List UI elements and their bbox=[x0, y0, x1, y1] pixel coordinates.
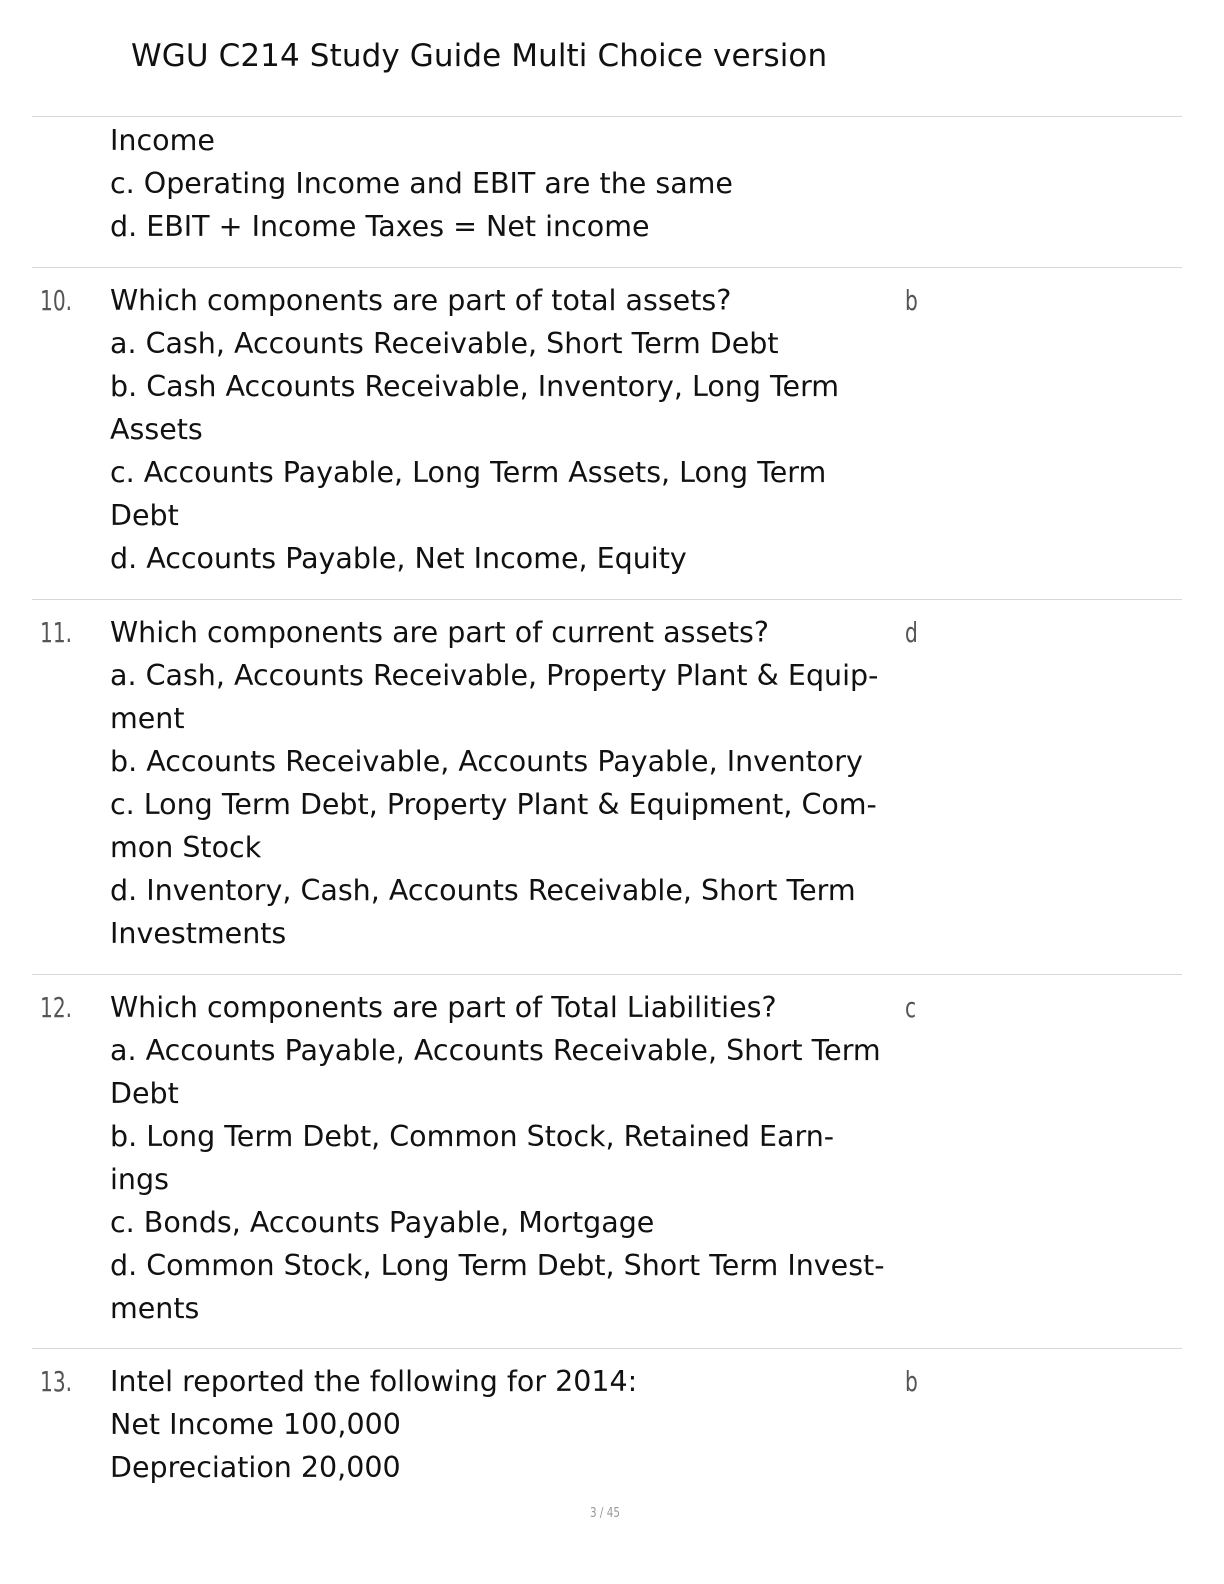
divider bbox=[32, 267, 1182, 268]
option-line: Assets bbox=[110, 413, 203, 446]
option-line: Income bbox=[110, 124, 215, 157]
option-line: c. Accounts Payable, Long Term Assets, Long Term bbox=[110, 456, 827, 489]
answer-key: b bbox=[905, 284, 918, 317]
option-line: d. Accounts Payable, Net Income, Equity bbox=[110, 542, 687, 575]
option-line: ments bbox=[110, 1292, 200, 1325]
divider bbox=[32, 974, 1182, 975]
option-line: ment bbox=[110, 702, 185, 735]
option-line: c. Operating Income and EBIT are the same bbox=[110, 167, 733, 200]
question-prompt: Which components are part of current assets? bbox=[110, 616, 769, 649]
option-line: a. Cash, Accounts Receivable, Short Term Debt bbox=[110, 327, 779, 360]
question-text bbox=[110, 611, 910, 955]
option-line: a. Cash, Accounts Receivable, Property Plant & Equip- bbox=[110, 659, 879, 692]
option-line: mon Stock bbox=[110, 831, 262, 864]
divider bbox=[32, 116, 1182, 117]
divider bbox=[32, 1348, 1182, 1349]
question-prompt: Which components are part of total assets? bbox=[110, 284, 732, 317]
question-number: 11. bbox=[40, 616, 73, 649]
divider bbox=[32, 599, 1182, 600]
option-line: Net Income 100,000 bbox=[110, 1408, 401, 1441]
answer-key: d bbox=[905, 616, 918, 649]
option-line: d. Inventory, Cash, Accounts Receivable, Short Term bbox=[110, 874, 856, 907]
option-line: ings bbox=[110, 1163, 169, 1196]
option-line: d. Common Stock, Long Term Debt, Short Term Invest- bbox=[110, 1249, 885, 1282]
option-line: d. EBIT + Income Taxes = Net income bbox=[110, 210, 650, 243]
option-line: b. Long Term Debt, Common Stock, Retained Earn- bbox=[110, 1120, 835, 1153]
option-line: Debt bbox=[110, 499, 179, 532]
option-line: b. Cash Accounts Receivable, Inventory, Long Term bbox=[110, 370, 840, 403]
question-prompt: Intel reported the following for 2014: bbox=[110, 1365, 638, 1398]
option-line: b. Accounts Receivable, Accounts Payable, Inventory bbox=[110, 745, 863, 778]
question-text bbox=[110, 1360, 910, 1489]
option-line: a. Accounts Payable, Accounts Receivable, Short Term bbox=[110, 1034, 881, 1067]
option-line: Investments bbox=[110, 917, 287, 950]
question-text bbox=[110, 119, 910, 248]
document-title: WGU C214 Study Guide Multi Choice version bbox=[131, 38, 828, 74]
option-line: Debt bbox=[110, 1077, 179, 1110]
answer-key: c bbox=[905, 991, 917, 1024]
question-prompt: Which components are part of Total Liabilities? bbox=[110, 991, 777, 1024]
option-line: Depreciation 20,000 bbox=[110, 1451, 401, 1484]
answer-key: b bbox=[905, 1365, 918, 1398]
question-number: 12. bbox=[40, 991, 73, 1024]
question-text bbox=[110, 279, 910, 580]
option-line: c. Long Term Debt, Property Plant & Equipment, Com- bbox=[110, 788, 877, 821]
page-number: 3 / 45 bbox=[590, 1506, 620, 1521]
question-number: 10. bbox=[40, 284, 73, 317]
option-line: c. Bonds, Accounts Payable, Mortgage bbox=[110, 1206, 655, 1239]
question-number: 13. bbox=[40, 1365, 73, 1398]
question-text bbox=[110, 986, 910, 1330]
